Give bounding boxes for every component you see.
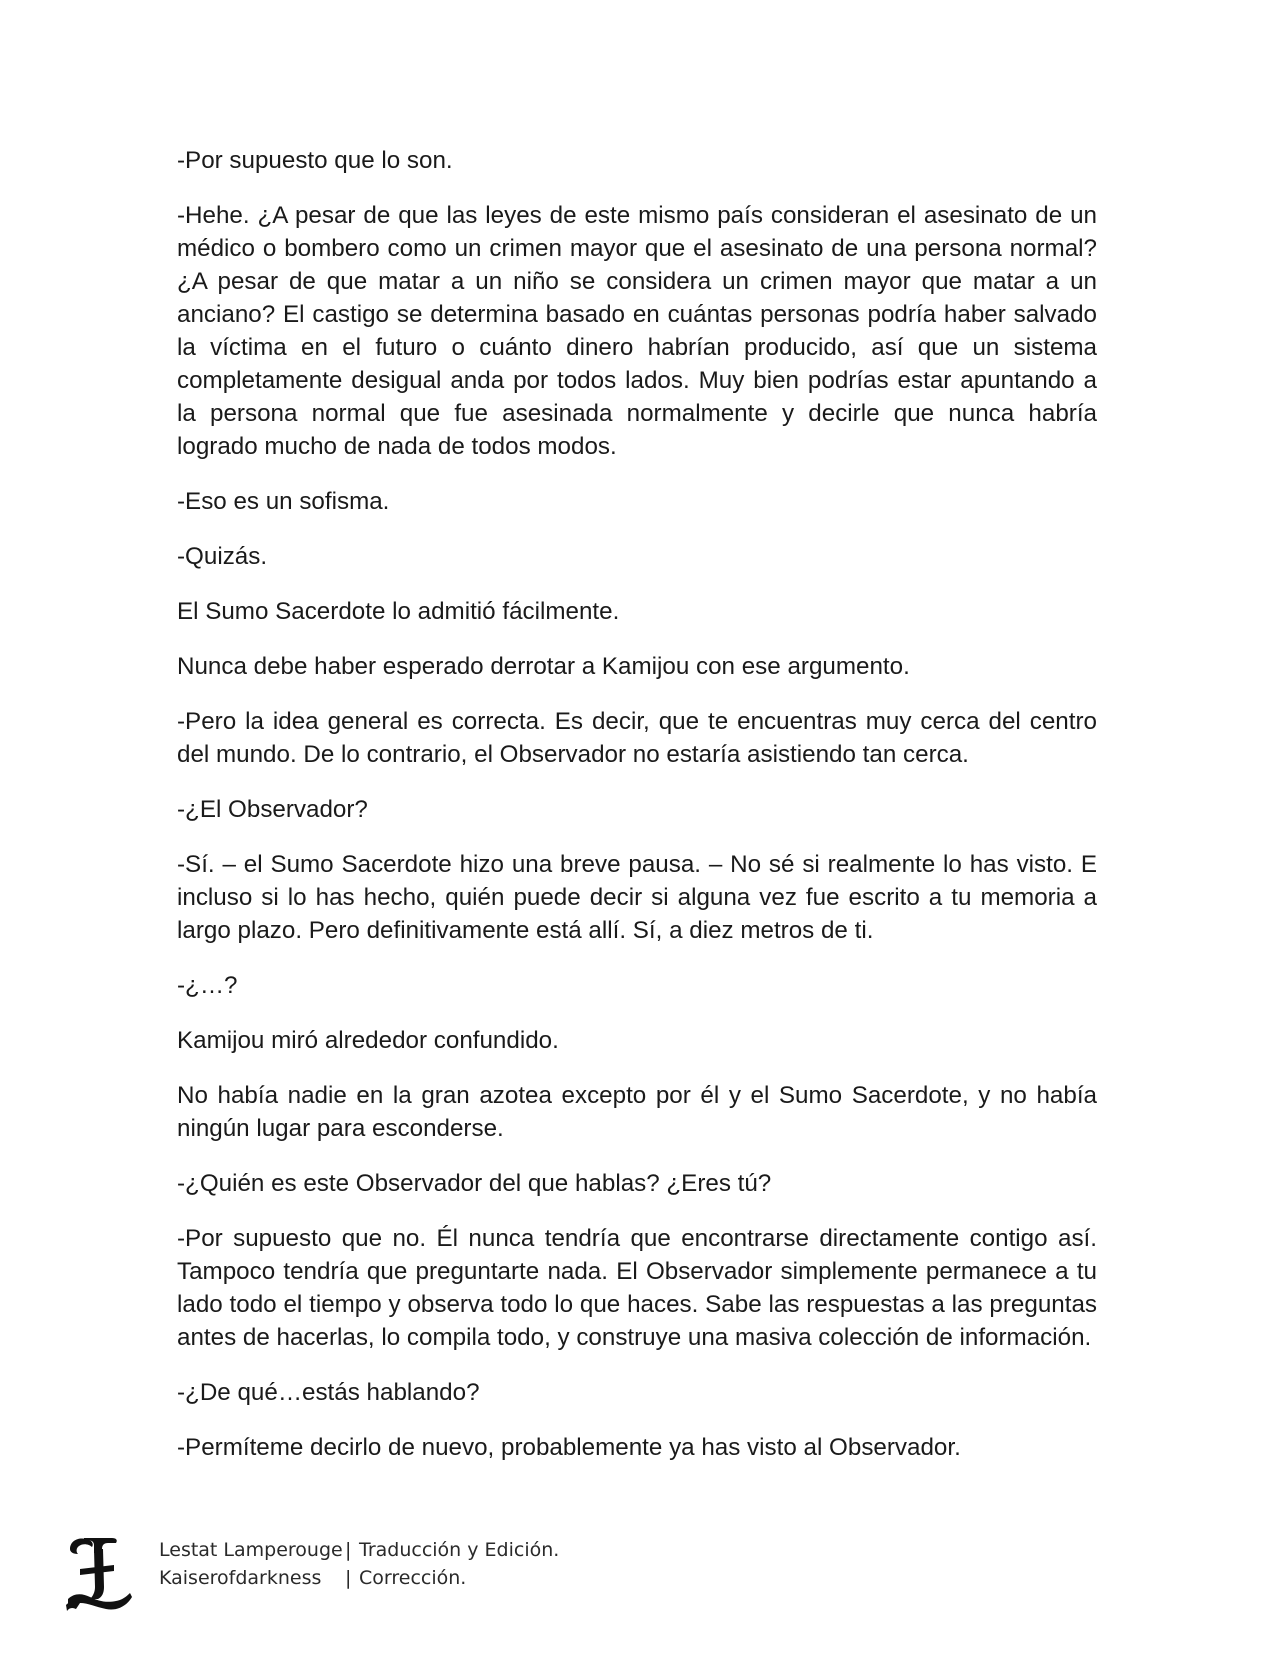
paragraph: -Permíteme decirlo de nuevo, probablemente ya has visto al Observador. <box>177 1434 961 1461</box>
paragraph: Kamijou miró alrededor confundido. <box>177 1027 559 1054</box>
paragraph: -¿De qué…estás hablando? <box>177 1379 480 1406</box>
paragraph: -Pero la idea general es correcta. Es decir, que te encuentras muy cerca del centro del mundo. De lo contrario, el Observador no estaría asistiendo tan cerca. <box>177 708 1097 768</box>
credit-line <box>159 1567 466 1589</box>
credit-separator: | <box>345 1539 352 1561</box>
paragraph: -Sí. – el Sumo Sacerdote hizo una breve pausa. – No sé si realmente lo has visto. E incluso si lo has hecho, quién puede decir si alguna vez fue escrito a tu memoria a largo plazo. Pero definitivamente está allí. Sí, a diez metros de ti. <box>177 851 1097 944</box>
credit-line <box>159 1539 559 1561</box>
credit-role: Corrección. <box>359 1567 467 1589</box>
paragraph: -¿El Observador? <box>177 796 368 823</box>
paragraph: -Eso es un sofisma. <box>177 488 390 515</box>
paragraph: -¿…? <box>177 972 238 999</box>
paragraph: -Por supuesto que no. Él nunca tendría que encontrarse directamente contigo así. Tampoco tendría que preguntarte nada. El Observador simplemente permanece a tu lado todo el tiempo y observa todo lo que haces. Sabe las respuestas a las preguntas antes de hacerlas, lo compila todo, y construye una masiva colección de información. <box>177 1225 1097 1351</box>
paragraph: El Sumo Sacerdote lo admitió fácilmente. <box>177 598 620 625</box>
paragraph: Nunca debe haber esperado derrotar a Kamijou con ese argumento. <box>177 653 910 680</box>
credit-separator: | <box>345 1567 352 1589</box>
credit-name: Kaiserofdarkness <box>159 1567 322 1589</box>
paragraph: -¿Quién es este Observador del que hablas? ¿Eres tú? <box>177 1170 772 1197</box>
credit-role: Traducción y Edición. <box>359 1539 560 1561</box>
paragraph: -Por supuesto que lo son. <box>177 147 453 174</box>
credit-name: Lestat Lamperouge <box>159 1539 343 1561</box>
paragraph: -Hehe. ¿A pesar de que las leyes de este mismo país consideran el asesinato de un médico o bombero como un crimen mayor que el asesinato de una persona normal? ¿A pesar de que matar a un niño se considera un crimen mayor que matar a un anciano? El castigo se determina basado en cuántas personas podría haber salvado la víctima en el futuro o cuánto dinero habrían producido, así que un sistema completamente desigual anda por todos lados. Muy bien podrías estar apuntando a la persona normal que fue asesinada normalmente y decirle que nunca habría logrado mucho de nada de todos modos. <box>177 202 1097 460</box>
paragraph: -Quizás. <box>177 543 268 570</box>
document-body <box>177 144 1097 1486</box>
gothic-L-logo-icon <box>64 1535 134 1613</box>
page-footer <box>64 1535 764 1615</box>
paragraph: No había nadie en la gran azotea excepto por él y el Sumo Sacerdote, y no había ningún lugar para esconderse. <box>177 1082 1097 1142</box>
